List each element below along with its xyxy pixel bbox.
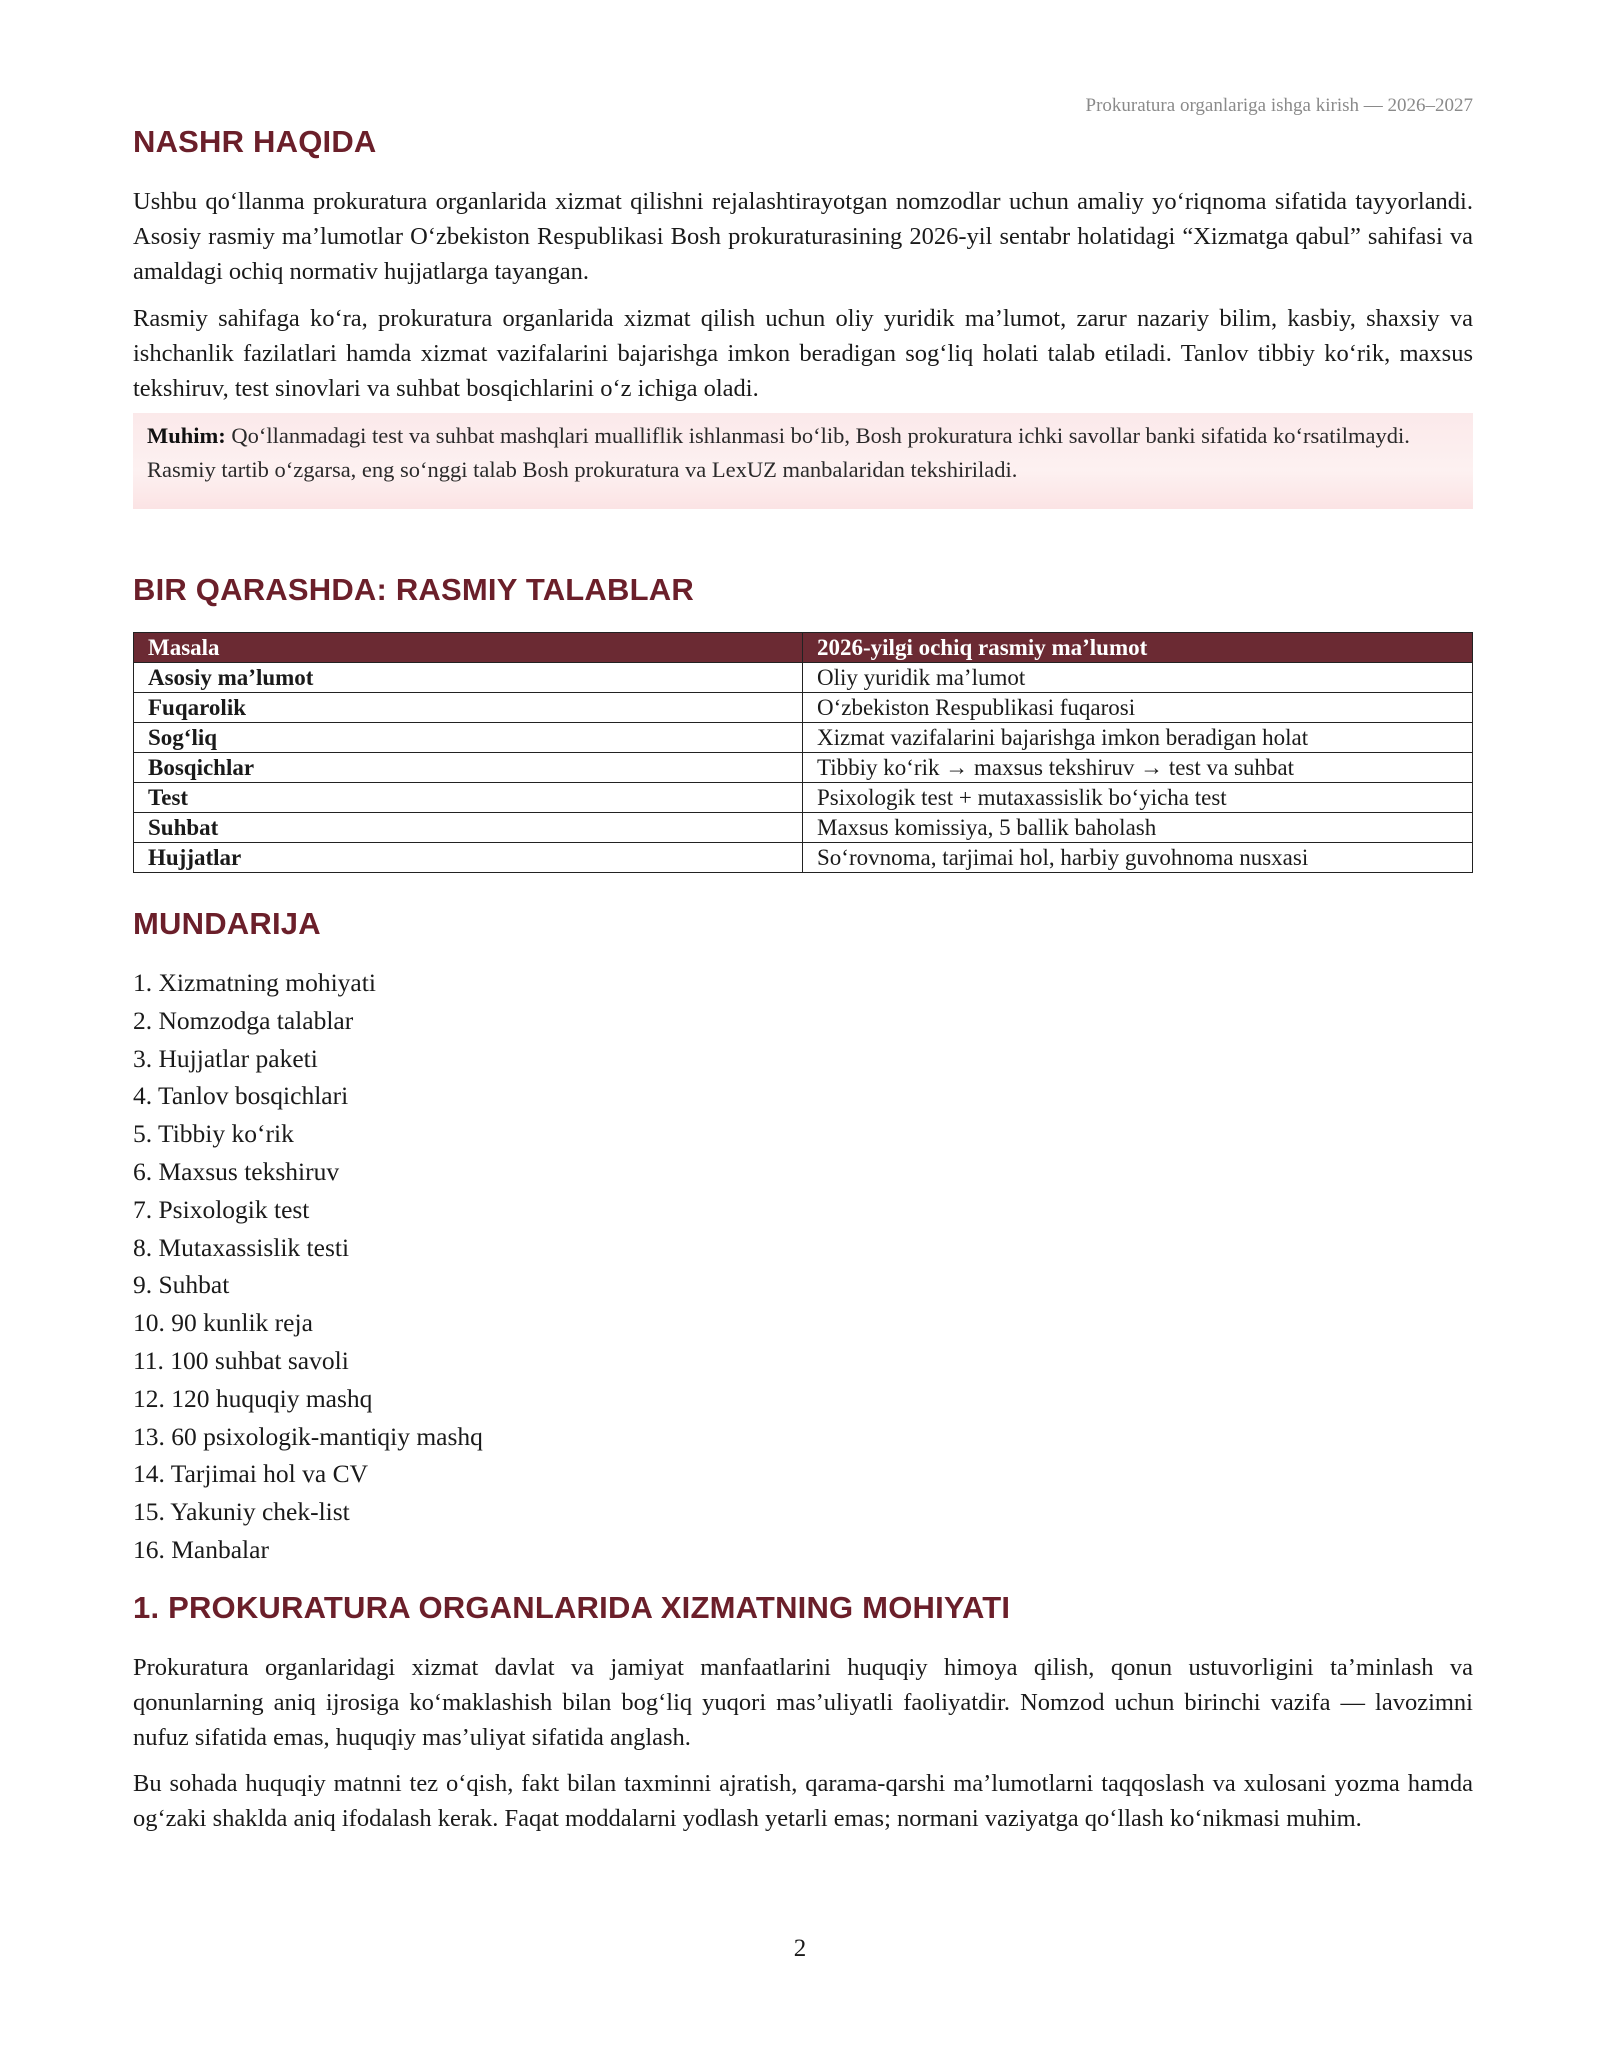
table-row [134, 723, 1473, 753]
note-label: Muhim: [147, 423, 226, 448]
table-row [134, 783, 1473, 813]
table-row [134, 693, 1473, 723]
table-of-contents [133, 964, 483, 1569]
column-header: 2026-yilgi ochiq rasmiy ma’lumot [803, 633, 1473, 663]
toc-item: 14. Tarjimai hol va CV [133, 1459, 369, 1489]
table-cell-key: Bosqichlar [134, 753, 803, 783]
toc-item: 1. Xizmatning mohiyati [133, 968, 376, 997]
toc-item: 10. 90 kunlik reja [133, 1308, 313, 1338]
table-cell-key: Hujjatlar [134, 843, 803, 873]
table-cell-value: Tibbiy ko‘rik → maxsus tekshiruv → test va suhbat [803, 753, 1473, 783]
table-cell-value: O‘zbekiston Respublikasi fuqarosi [803, 693, 1473, 723]
toc-item: 16. Manbalar [133, 1534, 269, 1564]
toc-item: 4. Tanlov bosqichlari [133, 1081, 349, 1111]
table-cell-key: Test [134, 783, 803, 813]
table-cell-key: Sog‘liq [134, 723, 803, 753]
toc-item: 3. Hujjatlar paketi [133, 1043, 318, 1073]
section-1-paragraph-1: Prokuratura organlaridagi xizmat davlat va jamiyat manfaatlarini huquqiy himoya qilish, qonun ustuvorligini ta’minlash va qonunlarning aniq ijrosiga ko‘maklashish bilan bog‘liq yuqori mas’uliyatli faoliyatdir. Nomzod uchun birinchi vazifa — lavozimni nufuz sifatida emas, huquqiy mas’uliyat sifatida anglash. [133, 1654, 1473, 1751]
table-cell-key: Fuqarolik [134, 693, 803, 723]
note-text: Qo‘llanmadagi test va suhbat mashqlari mualliflik ishlanmasi bo‘lib, Bosh prokuratura ichki savollar banki sifatida ko‘rsatilmaydi. Rasmiy tartib o‘zgarsa, eng so‘nggi talab Bosh prokuratura va LexUZ manbalaridan tekshiriladi. [147, 423, 1410, 482]
about-paragraph-2: Rasmiy sahifaga ko‘ra, prokuratura organlarida xizmat qilish uchun oliy yuridik ma’lumot, zarur nazariy bilim, kasbiy, shaxsiy va ishchanlik fazilatlari hamda xizmat vazifalarini bajarishga imkon beradigan sog‘liq holati talab etiladi. Tanlov tibbiy ko‘rik, maxsus tekshiruv, test sinovlari va suhbat bosqichlarini o‘z ichiga oladi. [133, 305, 1473, 402]
table-cell-value: Psixologik test + mutaxassislik bo‘yicha test [803, 783, 1473, 813]
section-1-paragraph-2: Bu sohada huquqiy matnni tez o‘qish, fakt bilan taxminni ajratish, qarama-qarshi ma’lumotlarni taqqoslash va xulosani yozma hamda og‘zaki shaklda aniq ifodalash kerak. Faqat moddalarni yodlash yetarli emas; normani vaziyatga qo‘llash ko‘nikmasi muhim. [133, 1770, 1473, 1832]
section-title-about: NASHR HAQIDA [133, 124, 377, 159]
toc-item: 5. Tibbiy ko‘rik [133, 1119, 294, 1149]
toc-item: 13. 60 psixologik-mantiqiy mashq [133, 1421, 483, 1451]
table-cell-value: Maxsus komissiya, 5 ballik baholash [803, 813, 1473, 843]
page-number: 2 [793, 1935, 807, 1962]
table-cell-value: Oliy yuridik ma’lumot [803, 663, 1473, 693]
table-cell-value: So‘rovnoma, tarjimai hol, harbiy guvohnoma nusxasi [803, 843, 1473, 873]
requirements-table [133, 632, 1473, 873]
important-note [133, 413, 1473, 509]
section-title-1: 1. PROKURATURA ORGANLARIDA XIZMATNING MOHIYATI [133, 1590, 1011, 1625]
table-cell-value: Xizmat vazifalarini bajarishga imkon beradigan holat [803, 723, 1473, 753]
column-header: Masala [134, 633, 803, 663]
table-cell-key: Asosiy ma’lumot [134, 663, 803, 693]
toc-item: 11. 100 suhbat savoli [133, 1345, 349, 1375]
running-header: Prokuratura organlariga ishga kirish — 2026–2027 [1085, 95, 1473, 116]
toc-item: 15. Yakuniy chek-list [133, 1497, 350, 1527]
table-row [134, 663, 1473, 693]
table-header-row [134, 633, 1473, 663]
section-title-toc: MUNDARIJA [133, 906, 321, 941]
table-cell-key: Suhbat [134, 813, 803, 843]
section-title-requirements: BIR QARASHDA: RASMIY TALABLAR [133, 572, 694, 607]
table-row [134, 843, 1473, 873]
table-row [134, 813, 1473, 843]
toc-item: 7. Psixologik test [133, 1194, 310, 1224]
toc-item: 6. Maxsus tekshiruv [133, 1156, 340, 1186]
toc-item: 12. 120 huquqiy mashq [133, 1383, 373, 1413]
about-paragraph-1: Ushbu qo‘llanma prokuratura organlarida xizmat qilishni rejalashtirayotgan nomzodlar uchun amaliy yo‘riqnoma sifatida tayyorlandi. Asosiy rasmiy ma’lumotlar O‘zbekiston Respublikasi Bosh prokuraturasining 2026-yil sentabr holatidagi “Xizmatga qabul” sahifasi va amaldagi ochiq normativ hujjatlarga tayangan. [133, 188, 1473, 285]
toc-item: 9. Suhbat [133, 1270, 230, 1300]
toc-item: 2. Nomzodga talablar [133, 1005, 354, 1035]
toc-item: 8. Mutaxassislik testi [133, 1232, 350, 1262]
table-row [134, 753, 1473, 783]
